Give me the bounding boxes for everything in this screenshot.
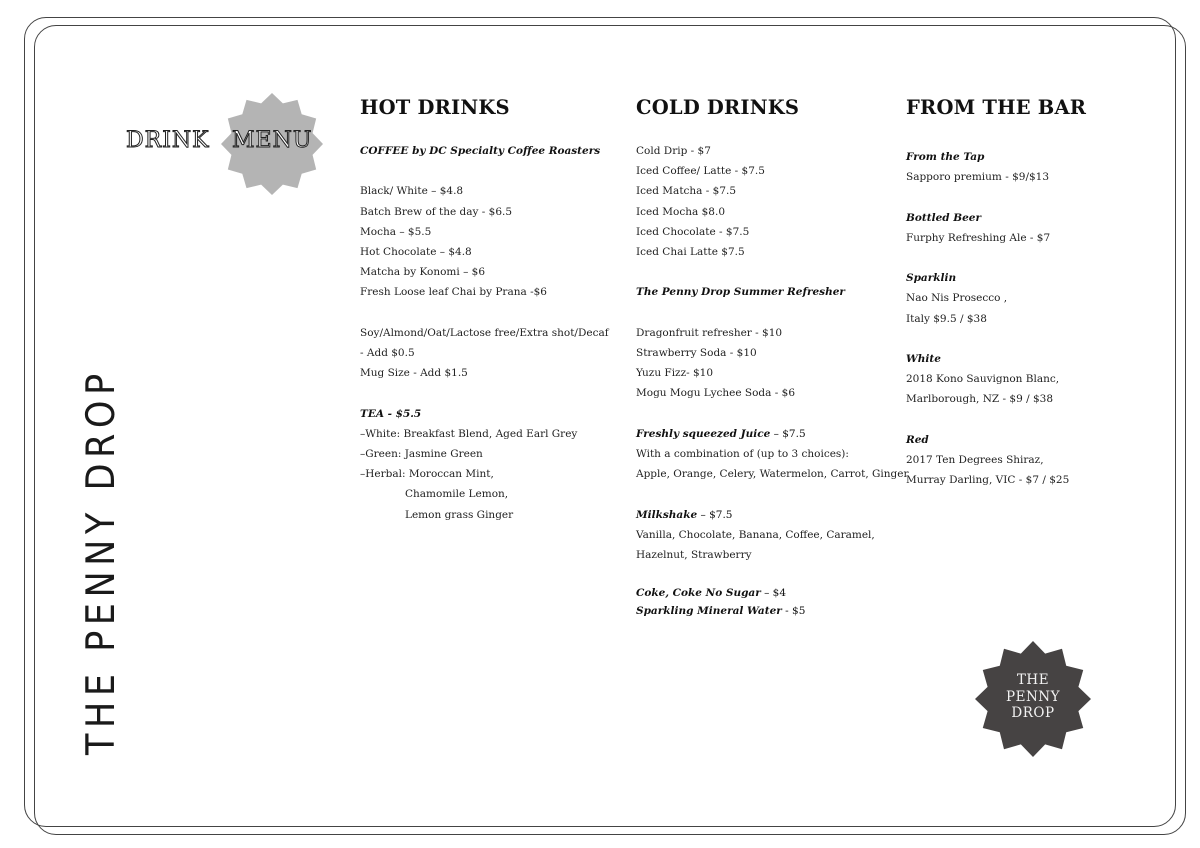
water-price: - $5 — [781, 604, 806, 617]
menu-item: Batch Brew of the day - $6.5 — [360, 205, 513, 218]
bar-section-heading: Bottled Beer — [906, 211, 982, 224]
extras-line: Mug Size - Add $1.5 — [360, 367, 468, 380]
tea-item: Chamomile Lemon, — [405, 488, 509, 501]
coke-price: – $4 — [760, 587, 787, 600]
milkshake-line: Vanilla, Chocolate, Banana, Coffee, Caramel, — [636, 528, 875, 541]
bar-item: Sapporo premium - $9/$13 — [906, 171, 1050, 184]
menu-item: Yuzu Fizz- $10 — [636, 367, 714, 380]
bar-section-heading: White — [906, 352, 941, 365]
logo-line: DROP — [1011, 705, 1055, 721]
refresher-heading: The Penny Drop Summer Refresher — [636, 286, 845, 299]
logo-line: THE — [1016, 672, 1050, 688]
penny-drop-logo — [974, 640, 1092, 758]
bar-item: Italy $9.5 / $38 — [906, 312, 987, 325]
juice-line: With a combination of (up to 3 choices): — [636, 448, 849, 460]
coke-heading — [636, 585, 886, 603]
juice-heading — [636, 424, 886, 444]
juice-price: – $7.5 — [770, 427, 806, 440]
menu-item: Strawberry Soda - $10 — [636, 347, 757, 359]
bar-section-heading: Red — [906, 433, 929, 446]
cold-drinks-title: COLD DRINKS — [636, 96, 800, 119]
menu-item: Iced Chai Latte $7.5 — [636, 246, 745, 259]
extras-line: Soy/Almond/Oat/Lactose free/Extra shot/Decaf — [360, 326, 609, 339]
bar-item: Nao Nis Prosecco , — [906, 292, 1008, 305]
menu-item: Hot Chocolate – $4.8 — [360, 246, 472, 258]
logo-line: PENNY — [1006, 688, 1060, 705]
coke-heading-label: Coke, Coke No Sugar — [636, 587, 761, 600]
menu-item: Iced Mocha $8.0 — [636, 205, 725, 218]
menu-item: Fresh Loose leaf Chai by Prana -$6 — [360, 286, 547, 299]
milkshake-heading — [636, 505, 886, 525]
tea-item: Lemon grass Ginger — [405, 508, 514, 521]
menu-item: Mogu Mogu Lychee Soda - $6 — [636, 387, 795, 400]
juice-line: Apple, Orange, Celery, Watermelon, Carrot, Ginger — [636, 468, 909, 481]
tea-item: –Herbal: Moroccan Mint, — [360, 468, 494, 481]
menu-item: Cold Drip - $7 — [636, 145, 711, 157]
menu-item: Iced Coffee/ Latte - $7.5 — [636, 165, 765, 178]
bar-item: Murray Darling, VIC - $7 / $25 — [906, 474, 1070, 487]
water-heading-label: Sparkling Mineral Water — [636, 604, 782, 617]
badge-word-drink: DRINK — [126, 128, 210, 153]
bar-item: Marlborough, NZ - $9 / $38 — [906, 393, 1054, 406]
bar-title: FROM THE BAR — [906, 96, 1087, 119]
bar-section-heading: Sparklin — [906, 272, 957, 285]
bar-item: Furphy Refreshing Ale - $7 — [906, 231, 1051, 244]
bar-section-heading: From the Tap — [906, 151, 985, 163]
milkshake-heading-label: Milkshake — [636, 508, 698, 521]
logo-text — [974, 672, 1092, 722]
badge-word-menu: MENU — [232, 128, 313, 153]
milkshake-line: Hazelnut, Strawberry — [636, 549, 752, 561]
menu-item: Mocha – $5.5 — [360, 225, 432, 238]
drink-menu-badge — [120, 92, 330, 200]
milkshake-price: – $7.5 — [697, 508, 733, 521]
tea-item: –Green: Jasmine Green — [360, 448, 483, 460]
menu-item: Dragonfruit refresher - $10 — [636, 326, 783, 339]
bar-column — [906, 96, 1146, 490]
hot-drinks-title: HOT DRINKS — [360, 96, 510, 119]
bar-item: 2017 Ten Degrees Shiraz, — [906, 453, 1044, 466]
water-heading — [636, 603, 886, 621]
coffee-heading: COFFEE by DC Specialty Coffee Roasters — [360, 145, 601, 157]
menu-item: Iced Matcha - $7.5 — [636, 185, 737, 198]
juice-heading-label: Freshly squeezed Juice — [636, 427, 771, 440]
extras-line: - Add $0.5 — [360, 347, 415, 359]
menu-item: Matcha by Konomi – $6 — [360, 266, 486, 279]
bar-item: 2018 Kono Sauvignon Blanc, — [906, 373, 1060, 386]
cold-drinks-column — [636, 96, 909, 620]
menu-item: Iced Chocolate - $7.5 — [636, 225, 750, 238]
menu-item: Black/ White – $4.8 — [360, 185, 464, 198]
hot-drinks-column — [360, 96, 610, 525]
brand-vertical-title: THE PENNY DROP — [79, 368, 124, 755]
tea-item: –White: Breakfast Blend, Aged Earl Grey — [360, 427, 578, 440]
tea-heading: TEA - $5.5 — [360, 407, 422, 420]
